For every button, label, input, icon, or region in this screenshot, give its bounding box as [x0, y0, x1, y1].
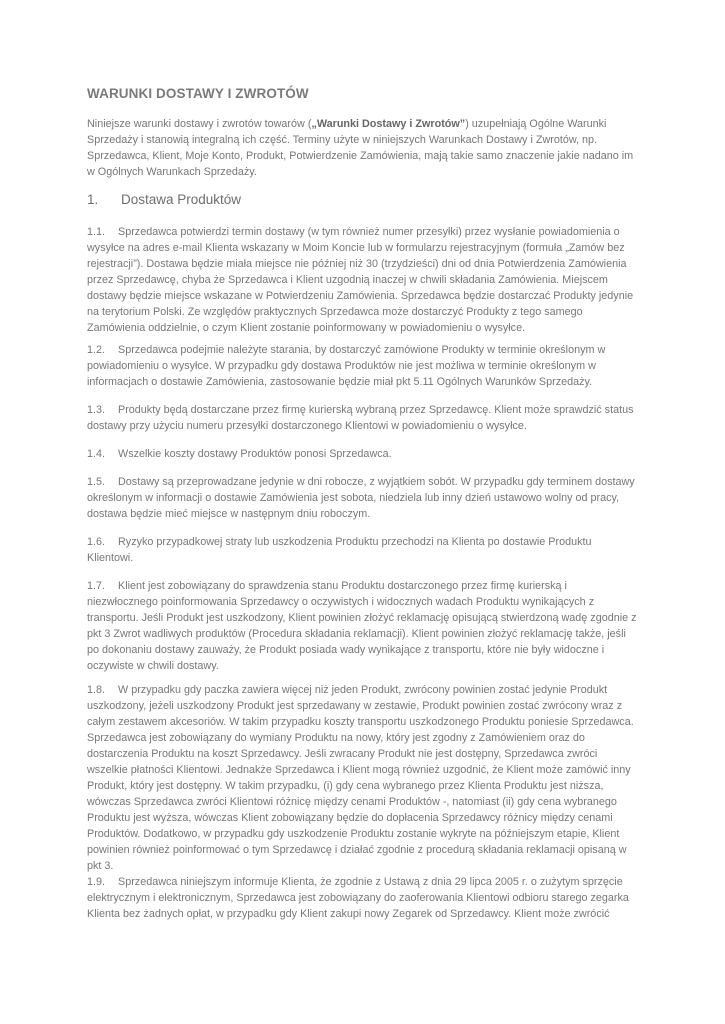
paragraph-1-1 — [87, 224, 637, 336]
paragraph-number: 1.8. — [87, 684, 106, 696]
paragraph-1-3 — [87, 402, 637, 434]
paragraph-text: Dostawy są przeprowadzane jedynie w dni robocze, z wyjątkiem sobót. W przypadku gdy terminem dostawy określonym w informacji o dostawie Zamówienia jest sobota, niedziela lub inny dzień ustawowo wolny od pracy, dostawa będzie mieć miejsce w następnym dniu roboczym. — [87, 476, 635, 520]
paragraph-number: 1.2. — [87, 344, 106, 356]
intro-bold-term: „Warunki Dostawy i Zwrotów” — [311, 118, 466, 130]
paragraph-1-5 — [87, 474, 637, 522]
paragraph-number: 1.3. — [87, 404, 106, 416]
paragraph-1-6 — [87, 534, 637, 566]
paragraph-number: 1.7. — [87, 580, 106, 592]
paragraph-text: Klient jest zobowiązany do sprawdzenia stanu Produktu dostarczonego przez firmę kurierską i niezwłocznego poinformowania Sprzedawcy o oczywistych i widocznych wadach Produktu wynikających z transportu. Jeśli Produkt jest uszkodzony, Klient powinien złożyć reklamację opisującą stwierdzoną wadę zgodnie z pkt 3 Zwrot wadliwych produktów (Procedura składania reklamacji). Klient powinien złożyć reklamację także, jeśli po dokonaniu dostawy zauważy, że Produkt posiada wady wynikające z transportu, które nie były widoczne i oczywiste w chwili dostawy. — [87, 580, 637, 672]
paragraph-text: W przypadku gdy paczka zawiera więcej niż jeden Produkt, zwrócony powinien zostać jedynie Produkt uszkodzony, jeżeli uszkodzony Produkt jest sprzedawany w zestawie, Produkt powinien zostać zwrócony wraz z całym zestawem akcesoriów. W takim przypadku koszty transportu uszkodzonego Produktu poniesie Sprzedawca. Sprzedawca jest zobowiązany do wymiany Produktu na nowy, który jest zgodny z Zamówieniem oraz do dostarczenia Produktu na koszt Sprzedawcy. Jeśli zwracany Produkt nie jest dostępny, Sprzedawca zwróci wszelkie płatności Klientowi. Jednakże Sprzedawca i Klient mogą również uzgodnić, że Klient może zamówić inny Produkt, który jest dostępny. W takim przypadku, (i) gdy cena wybranego przez Klienta Produktu jest niższa, wówczas Sprzedawca zwróci Klientowi różnicę między cenami Produktów -, natomiast (ii) gdy cena wybranego Produktu jest wyższa, wówczas Klient zobowiązany będzie do dopłacenia Sprzedawcy różnicy między cenami Produktów. Dodatkowo, w przypadku gdy uszkodzenie Produktu zostanie wykryte na późniejszym etapie, Klient powinien również poinformować o tym Sprzedawcę i działać zgodnie z procedurą składania reklamacji opisaną w pkt 3. — [87, 684, 634, 872]
intro-paragraph — [87, 116, 637, 180]
section-number: 1. — [87, 192, 99, 207]
paragraph-1-9 — [87, 874, 637, 922]
paragraph-1-2 — [87, 342, 637, 390]
paragraph-number: 1.1. — [87, 226, 106, 238]
paragraph-text: Sprzedawca potwierdzi termin dostawy (w tym również numer przesyłki) przez wysłanie powiadomienia o wysyłce na adres e-mail Klienta wskazany w Moim Koncie lub w formularzu rejestracyjnym (formuła „Zamów bez rejestracji”). Dostawa będzie miała miejsce nie później niż 30 (trzydzieści) dni od dnia Potwierdzenia Zamówienia przez Sprzedawcę, chyba że Sprzedawca i Klient uzgodnią inaczej w chwili składania Zamówienia. Miejscem dostawy będzie miejsce wskazane w Potwierdzeniu Zamówienia. Sprzedawca będzie dostarczać Produkty jedynie na terytorium Polski. Ze względów praktycznych Sprzedawca może dostarczyć Produkty z tego samego Zamówienia oddzielnie, o czym Klient zostanie poinformowany w powiadomieniu o wysyłce. — [87, 226, 634, 334]
paragraph-text: Ryzyko przypadkowej straty lub uszkodzenia Produktu przechodzi na Klienta po dostawie Produktu Klientowi. — [87, 536, 592, 564]
paragraph-1-7 — [87, 578, 637, 674]
section-heading — [87, 192, 241, 207]
paragraph-1-8 — [87, 682, 637, 874]
paragraph-text: Sprzedawca podejmie należyte starania, by dostarczyć zamówione Produkty w terminie określonym w powiadomieniu o wysyłce. W przypadku gdy dostawa Produktów nie jest możliwa w terminie określonym w informacjach o dostawie Zamówienia, zastosowanie będzie miał pkt 5.11 Ogólnych Warunków Sprzedaży. — [87, 344, 606, 388]
paragraph-text: Wszelkie koszty dostawy Produktów ponosi Sprzedawca. — [118, 448, 392, 460]
paragraph-number: 1.4. — [87, 448, 106, 460]
paragraph-number: 1.6. — [87, 536, 106, 548]
paragraph-text: Sprzedawca niniejszym informuje Klienta, że zgodnie z Ustawą z dnia 29 lipca 2005 r. o zużytym sprzęcie elektrycznym i elektronicznym, Sprzedawca jest zobowiązany do zaoferowania Klientowi odbioru starego zegarka Klienta bez żadnych opłat, w przypadku gdy Klient zakupi nowy Zegarek od Sprzedawcy. Klient może zwrócić — [87, 876, 629, 920]
intro-text-end: ) uzupełniają Ogólne Warunki Sprzedaży i stanowią integralną ich część. Terminy użyte w niniejszych Warunkach Dostawy i Zwrotów, np. Sprzedawca, Klient, Moje Konto, Produkt, Potwierdzenie Zamówienia, mają takie samo znaczenie jakie nadano im w Ogólnych Warunkach Sprzedaży. — [87, 118, 634, 178]
paragraph-text: Produkty będą dostarczane przez firmę kurierską wybraną przez Sprzedawcę. Klient może sprawdzić status dostawy przy użyciu numeru przesyłki dostarczonego Klientowi w powiadomieniu o wysyłce. — [87, 404, 634, 432]
paragraph-number: 1.9. — [87, 876, 106, 888]
paragraph-number: 1.5. — [87, 476, 106, 488]
section-title: Dostawa Produktów — [121, 192, 242, 207]
paragraph-1-4 — [87, 446, 637, 462]
intro-text-start: Niniejsze warunki dostawy i zwrotów towarów ( — [87, 118, 312, 130]
document-title: WARUNKI DOSTAWY I ZWROTÓW — [87, 86, 309, 101]
